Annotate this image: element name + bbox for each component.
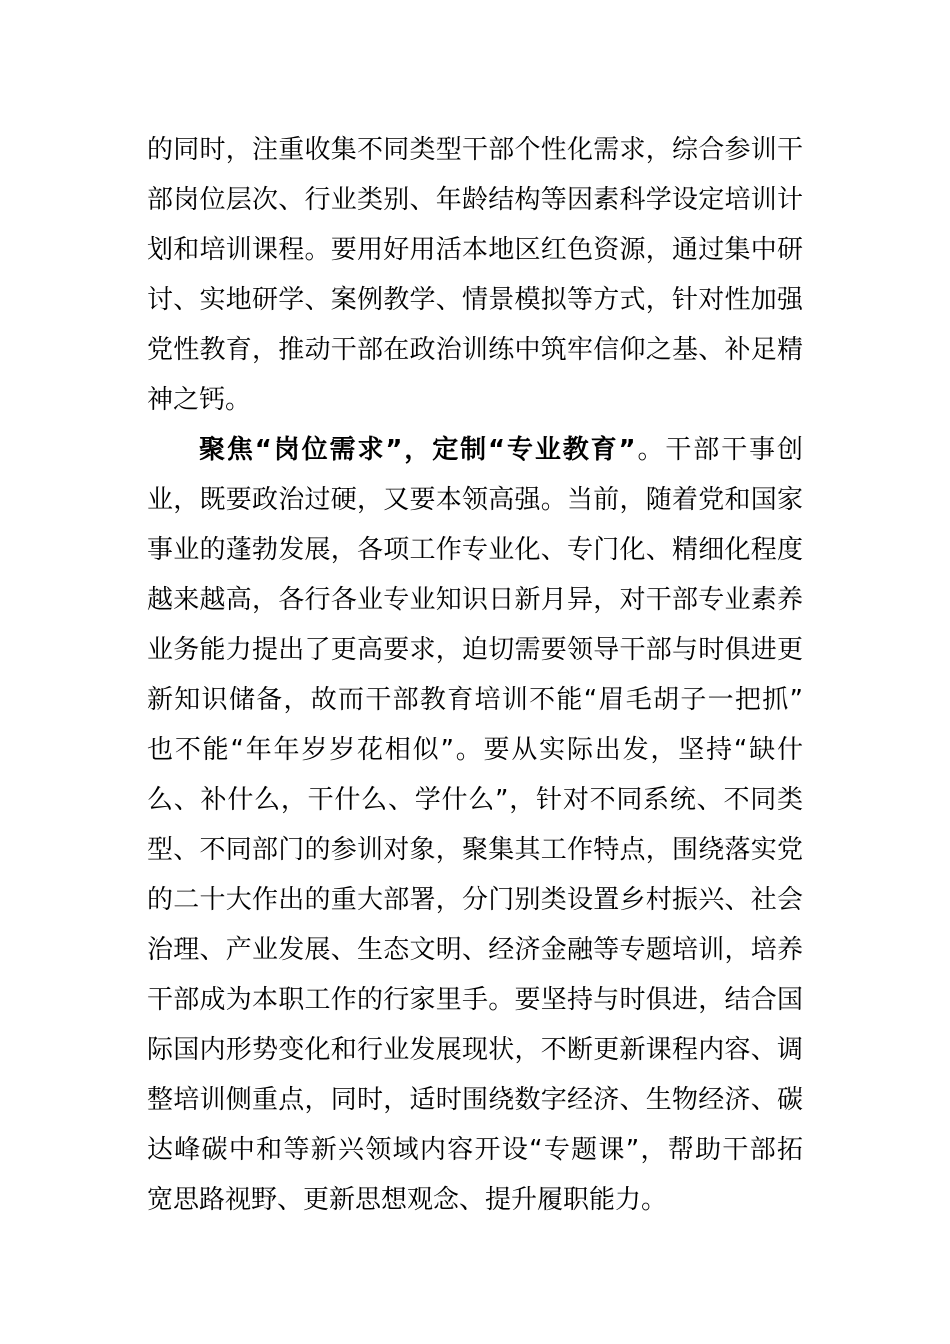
text-line: 新知识储备，故而干部教育培训不能“眉毛胡子一把抓” (147, 685, 803, 715)
text-span: 。干部干事创 (635, 435, 803, 465)
text-line: 治理、产业发展、生态文明、经济金融等专题培训，培养 (147, 935, 803, 965)
paragraph-first-line (199, 430, 803, 470)
text-line: 整培训侧重点，同时，适时围绕数字经济、生物经济、碳 (147, 1085, 803, 1115)
text-line: 讨、实地研学、案例教学、情景模拟等方式，针对性加强 (147, 285, 803, 315)
text-line: 么、补什么，干什么、学什么”，针对不同系统、不同类 (147, 785, 803, 815)
text-line: 的二十大作出的重大部署，分门别类设置乡村振兴、社会 (147, 885, 803, 915)
text-line: 达峰碳中和等新兴领域内容开设“专题课”，帮助干部拓 (147, 1135, 803, 1165)
text-line: 业务能力提出了更高要求，迫切需要领导干部与时俱进更 (147, 635, 803, 665)
paragraph-heading: 聚焦“岗位需求”，定制“专业教育” (199, 435, 636, 465)
text-line: 干部成为本职工作的行家里手。要坚持与时俱进，结合国 (147, 985, 803, 1015)
text-line: 党性教育，推动干部在政治训练中筑牢信仰之基、补足精 (147, 335, 803, 365)
text-line: 划和培训课程。要用好用活本地区红色资源，通过集中研 (147, 235, 803, 265)
text-line: 际国内形势变化和行业发展现状，不断更新课程内容、调 (147, 1035, 803, 1065)
text-line: 越来越高，各行各业专业知识日新月异，对干部专业素养 (147, 585, 803, 615)
text-line: 型、不同部门的参训对象，聚集其工作特点，围绕落实党 (147, 835, 803, 865)
text-line: 神之钙。 (147, 385, 252, 415)
text-line: 也不能“年年岁岁花相似”。要从实际出发，坚持“缺什 (147, 735, 803, 765)
text-line: 事业的蓬勃发展，各项工作专业化、专门化、精细化程度 (147, 535, 803, 565)
text-line: 业，既要政治过硬，又要本领高强。当前，随着党和国家 (147, 485, 803, 515)
text-line: 部岗位层次、行业类别、年龄结构等因素科学设定培训计 (147, 185, 803, 215)
text-line: 的同时，注重收集不同类型干部个性化需求，综合参训干 (147, 135, 803, 165)
text-line: 宽思路视野、更新思想观念、提升履职能力。 (147, 1185, 668, 1215)
